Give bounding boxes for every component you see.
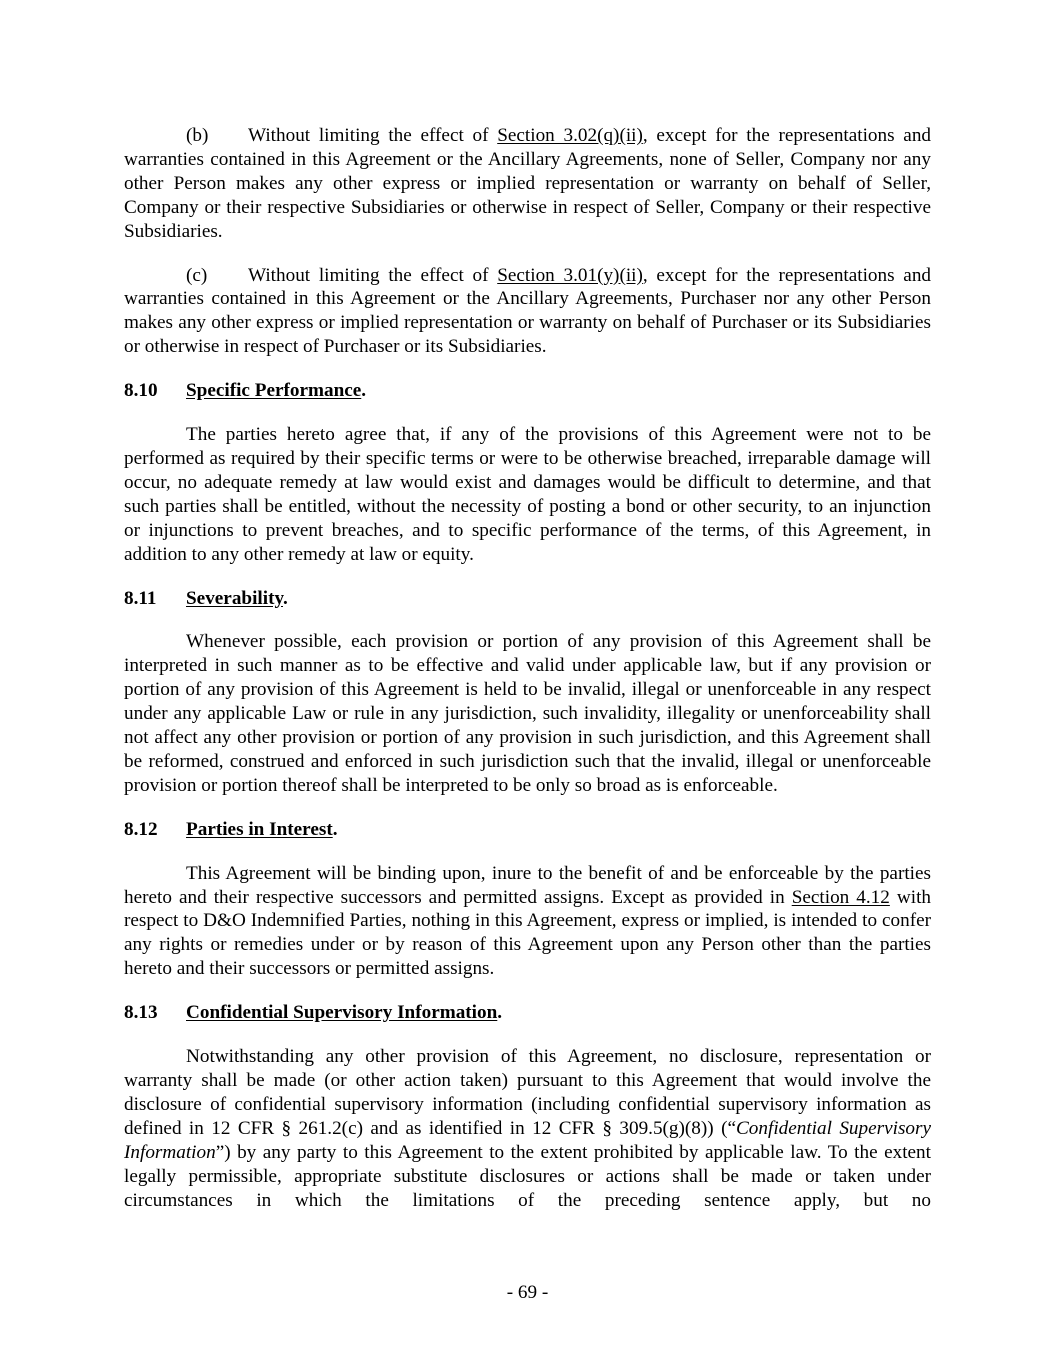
text: with respect to D&O Indemnified Parties, nothing in this Agreement, express or implied, is intended to confer any rights or remedies under or by reason of this Agreement upon any Person other than the parties hereto and their successors or permitted assigns.	[124, 886, 931, 980]
text: Without limiting the effect of	[248, 125, 498, 146]
clause-label: (c)	[186, 264, 208, 286]
text: Notwithstanding any other provision of this Agreement, no disclosure, representation or warranty shall be made (or other action taken) pursuant to this Agreement that would involve the disclosure of confidential supervisory information (including confidential supervisory information as defined in 12 CFR § 261.2(c) and as identified in 12 CFR § 309.5(g)(8)) (“	[124, 1046, 931, 1139]
section-heading-8-10: 8.10 Specific Performance.	[124, 380, 367, 402]
section-body-8-13	[124, 1045, 931, 1212]
section-body-8-10: The parties hereto agree that, if any of the provisions of this Agreement were not to be performed as required by their specific terms or were to be otherwise breached, irreparable damage will occur, no adequate remedy at law would exist and damages would be difficult to determine, and that such parties shall be entitled, without the necessity of posting a bond or other security, to an injunction or injunctions to prevent breaches, and to specific performance of the terms, of this Agreement, in addition to any other remedy at law or equity.	[124, 424, 931, 565]
section-title: Specific Performance	[186, 380, 362, 402]
section-title: Parties in Interest	[186, 818, 333, 840]
section-title: Confidential Supervisory Information	[186, 1002, 498, 1024]
text: , except for the representations and warranties contained in this Agreement or the Ancillary Agreements, Purchaser nor any other Person makes any other express or implied representation or warranty on behalf of Purchaser or its Subsidiaries or otherwise in respect of Purchaser or its Subsidiaries.	[124, 264, 932, 358]
text: , except for the representations and warranties contained in this Agreement or the Ancillary Agreements, none of Seller, Company nor any other Person makes any other express or implied representation or warranty on behalf of Seller, Company or their respective Subsidiaries or otherwise in respect of Seller, Company or their respective Subsidiaries.	[124, 125, 932, 242]
section-number: 8.12	[124, 818, 158, 840]
section-reference: Section 4.12	[791, 886, 890, 908]
section-body-8-11: Whenever possible, each provision or portion of any provision of this Agreement shall be interpreted in such manner as to be effective and valid under applicable law, but if any provision or portion of any provision of this Agreement is held to be invalid, illegal or unenforceable in any respect under any applicable Law or rule in any jurisdiction, such invalidity, illegality or unenforceability shall not affect any other provision or portion of any provision in such jurisdiction, and this Agreement shall be reformed, construed and enforced in such jurisdiction such that the invalid, illegal or unenforceable provision or portion thereof shall be interpreted to be only so broad as is enforceable.	[124, 631, 931, 796]
text: This Agreement will be binding upon, inure to the benefit of and be enforceable by the parties hereto and their respective successors and permitted assigns. Except as provided in	[124, 862, 931, 908]
defined-term: Confidential Supervisory Information	[124, 1117, 931, 1163]
page-number: - 69 -	[506, 1282, 549, 1303]
section-body-8-12	[124, 862, 931, 982]
text: ”) by any party to this Agreement to the extent prohibited by applicable law. To the extent legally permissible, appropriate substitute disclosures or actions shall be made or taken under circumstances in which the limitations of the preceding sentence apply, but no	[124, 1141, 931, 1211]
section-heading-8-13: 8.13 Confidential Supervisory Information.	[124, 1002, 503, 1024]
section-reference: Section 3.01(y)(ii)	[497, 264, 643, 286]
section-number: 8.10	[124, 380, 158, 402]
section-number: 8.13	[124, 1002, 158, 1024]
section-number: 8.11	[124, 587, 157, 609]
clause-label: (b)	[186, 125, 209, 146]
section-title: Severability	[186, 587, 283, 609]
text: Without limiting the effect of	[248, 264, 498, 286]
section-heading-8-12: 8.12 Parties in Interest.	[124, 818, 338, 840]
paragraph-c	[124, 264, 931, 360]
section-heading-8-11: 8.11 Severability.	[124, 587, 288, 609]
paragraph-b	[124, 124, 931, 244]
document-page	[124, 124, 931, 1232]
section-reference: Section 3.02(q)(ii)	[497, 125, 643, 146]
